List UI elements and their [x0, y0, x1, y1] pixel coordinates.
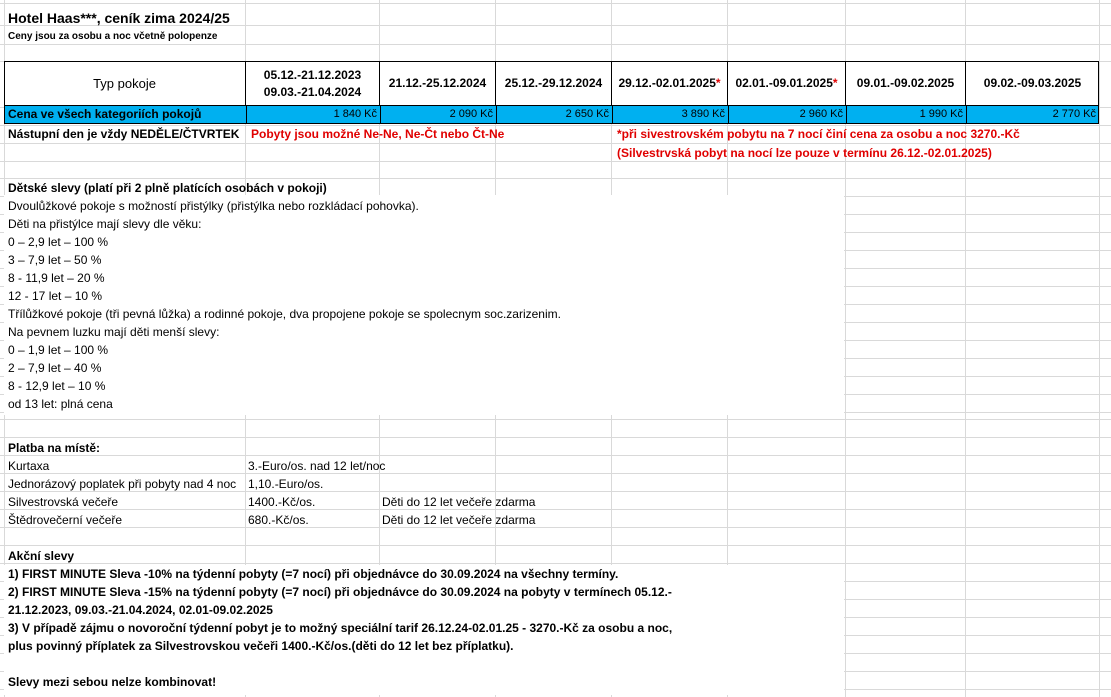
period-line2: 09.03.-21.04.2024	[263, 85, 362, 99]
payment-value: 1,10.-Euro/os.	[248, 477, 324, 491]
room-type-header: Typ pokoje	[93, 76, 156, 91]
page-subtitle: Ceny jsou za osobu a noc včetně polopenze	[8, 31, 218, 42]
children-discount-line: 0 – 1,9 let – 100 %	[8, 343, 109, 357]
discount-line: plus povinný příplatek za Silvestrovskou večeři 1400.-Kč/os.(děti do 12 let bez příplatku).	[8, 639, 514, 653]
period-line1: 21.12.-25.12.2024	[388, 76, 487, 90]
price-row-label: Cena ve všech kategoriích pokojů	[8, 107, 202, 121]
children-discount-line: 3 – 7,9 let – 50 %	[8, 253, 102, 267]
period-dates	[612, 75, 727, 92]
children-discount-line: 0 – 2,9 let – 100 %	[8, 235, 109, 249]
discount-line: 1) FIRST MINUTE Sleva -10% na týdenní pobyty (=7 nocí) při objednávce do 30.09.2024 na všechny termíny.	[8, 567, 619, 581]
period-header	[379, 61, 495, 107]
price-cell: 1 840 Kč	[246, 106, 380, 123]
price-cell: 2 090 Kč	[380, 106, 496, 123]
arrival-day-label: Nástupní den je vždy NEDĚLE/ČTVRTEK	[8, 127, 240, 141]
price-cell: 2 960 Kč	[728, 106, 846, 123]
price-cell: 2 770 Kč	[966, 106, 1099, 123]
payment-value: 3.-Euro/os. nad 12 let/noc	[248, 459, 386, 473]
price-cell: 1 990 Kč	[846, 106, 966, 123]
payment-label: Jednorázový poplatek při pobyty nad 4 noc	[8, 477, 237, 491]
new-year-restriction: (Silvestrvská pobyt na nocí lze pouze v termínu 26.12.-02.01.2025)	[617, 146, 992, 160]
period-header	[727, 61, 845, 107]
payment-note: Děti do 12 let večeře zdarma	[382, 495, 536, 509]
period-header	[495, 61, 611, 107]
period-dates	[246, 67, 379, 84]
children-discount-line: Dvoulůžkové pokoje s možností přistýlky (přistýlka nebo rozkládací pohovka).	[8, 199, 419, 213]
children-discount-line: 12 - 17 let – 10 %	[8, 289, 103, 303]
discounts-title: Akční slevy	[8, 549, 75, 563]
period-line1: 25.12.-29.12.2024	[504, 76, 603, 90]
page-title: Hotel Haas***, ceník zima 2024/25	[8, 10, 230, 26]
period-line1: 05.12.-21.12.2023	[263, 68, 362, 82]
price-cell: 3 890 Kč	[612, 106, 728, 123]
payment-value: 680.-Kč/os.	[248, 513, 309, 527]
period-dates	[846, 75, 965, 92]
price-cell: 2 650 Kč	[496, 106, 612, 123]
children-discount-line: 8 - 12,9 let – 10 %	[8, 379, 106, 393]
period-dates	[728, 75, 845, 92]
children-discount-line: Třílůžkové pokoje (tři pevná lůžka) a rodinné pokoje, dva propojene pokoje se spolecnym soc.zarizenim.	[8, 307, 561, 321]
discount-line: 21.12.2023, 09.03.-21.04.2024, 02.01-09.02.2025	[8, 603, 273, 617]
children-discount-line: od 13 let: plná cena	[8, 397, 113, 411]
stays-note: Pobyty jsou možné Ne-Ne, Ne-Čt nebo Čt-Ne	[251, 127, 505, 141]
period-dates	[380, 75, 495, 92]
period-header	[611, 61, 727, 107]
payment-title: Platba na místě:	[8, 441, 101, 455]
asterisk-mark: *	[832, 76, 838, 90]
asterisk-mark: *	[715, 76, 721, 90]
period-header	[245, 61, 379, 107]
discount-line: 2) FIRST MINUTE Sleva -15% na týdenní pobyty (=7 nocí) při objednávce do 30.09.2024 na pobyty v termínech 05.12.-	[8, 585, 672, 599]
discount-line: 3) V případě zájmu o novoroční týdenní pobyt je to možný speciální tarif 26.12.24-02.01.25 - 3270.-Kč za osobu a noc,	[8, 621, 673, 635]
payment-label: Štědrovečerní večeře	[8, 513, 123, 527]
children-discount-line: Na pevnem luzku mají děti menší slevy:	[8, 325, 220, 339]
new-year-note: *při sivestrovském pobytu na 7 nocí činí cena za osobu a noc 3270.-Kč	[617, 127, 1020, 141]
payment-note: Děti do 12 let večeře zdarma	[382, 513, 536, 527]
payment-value: 1400.-Kč/os.	[248, 495, 316, 509]
period-line1: 09.02.-09.03.2025	[983, 76, 1082, 90]
payment-label: Silvestrovská večeře	[8, 495, 119, 509]
period-header	[845, 61, 965, 107]
children-discount-line: 8 - 11,9 let – 20 %	[8, 271, 105, 285]
period-dates	[966, 75, 1099, 92]
children-discount-line: Děti na přistýlce mají slevy dle věku:	[8, 217, 202, 231]
children-discounts-title: Dětské slevy (platí při 2 plně platících osobách v pokoji)	[8, 181, 327, 195]
period-header	[965, 61, 1099, 107]
payment-label: Kurtaxa	[8, 459, 50, 473]
price-row	[4, 105, 1099, 124]
period-line1: 29.12.-02.01.2025	[618, 76, 716, 90]
period-dates	[496, 75, 611, 92]
children-discount-line: 2 – 7,9 let – 40 %	[8, 361, 102, 375]
period-line1: 09.01.-09.02.2025	[856, 76, 955, 90]
discount-line: Slevy mezi sebou nelze kombinovat!	[8, 675, 217, 689]
period-line1: 02.01.-09.01.2025	[735, 76, 833, 90]
